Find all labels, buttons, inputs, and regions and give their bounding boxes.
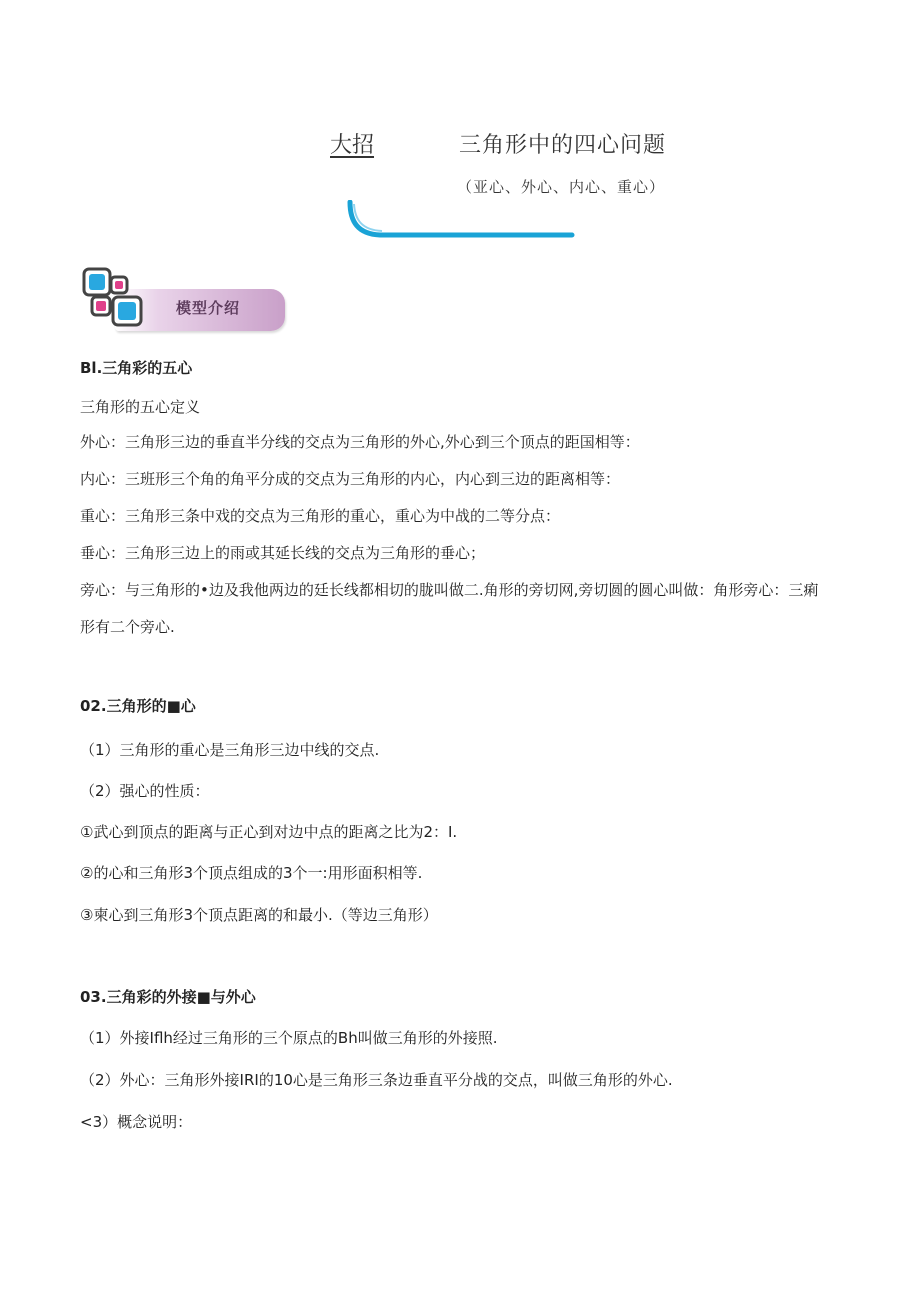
paragraph-line: ②的心和三角形3个顶点组成的3个一:用形面积相等. [80, 864, 423, 882]
paragraph-line: 旁心：与三角形的•边及我他两边的廷长线都相切的胧叫做二.角形的旁切网,旁切圆的圆心叫做：角形旁心：三痢 [80, 581, 819, 599]
paragraph-line: （1）外接Iflh经过三角形的三个原点的Bh叫做三角形的外接照. [80, 1029, 498, 1047]
section-heading-01: Bl.三角彩的五心 [80, 359, 193, 377]
paragraph-line: ③柬心到三角形3个顶点距离的和最小.（等边三角形） [80, 906, 438, 924]
title-swoosh-decoration [340, 200, 580, 242]
paragraph-line: 三角形的五心定义 [80, 398, 201, 416]
paragraph-line: （2）强心的性质： [80, 782, 210, 800]
paragraph-line: 垂心：三角形三边上的雨或其延长线的交点为三角形的垂心； [80, 544, 486, 562]
paragraph-line: 形有二个旁心. [80, 618, 175, 636]
page-subtitle: （亚心、外心、内心、重心） [457, 178, 666, 196]
paragraph-line: （1）三角形的重心是三角形三边中线的交点. [80, 741, 380, 759]
page-title: 三角形中的四心问题 [459, 133, 667, 158]
section-badge-label: 模型介绍 [176, 299, 241, 317]
paragraph-line: 外心：三角形三边的垂直半分线的交点为三角形的外心,外心到三个顶点的距国相等： [80, 433, 640, 451]
section-heading-02: 02.三角形的■心 [80, 697, 196, 715]
paragraph-line: 重心：三角形三条中戏的交点为三角形的重心，重心为中战的二等分点： [80, 507, 561, 525]
paragraph-line: 内心：三班形三个角的角平分成的交点为三角形的内心，内心到三边的距离相等： [80, 470, 621, 488]
title-prefix: 大招 [330, 133, 375, 158]
section-heading-03: 03.三角彩的外接■与外心 [80, 988, 256, 1006]
grid-icon [80, 265, 146, 331]
paragraph-line: ①武心到顶点的距离与正心到对边中点的距离之比为2：I. [80, 823, 458, 841]
section-badge [80, 265, 290, 337]
paragraph-line: <3）概念说明： [80, 1113, 193, 1131]
paragraph-line: （2）外心：三角形外接IRI的10心是三角形三条边垂直平分战的交点，叫做三角形的外心. [80, 1071, 673, 1089]
